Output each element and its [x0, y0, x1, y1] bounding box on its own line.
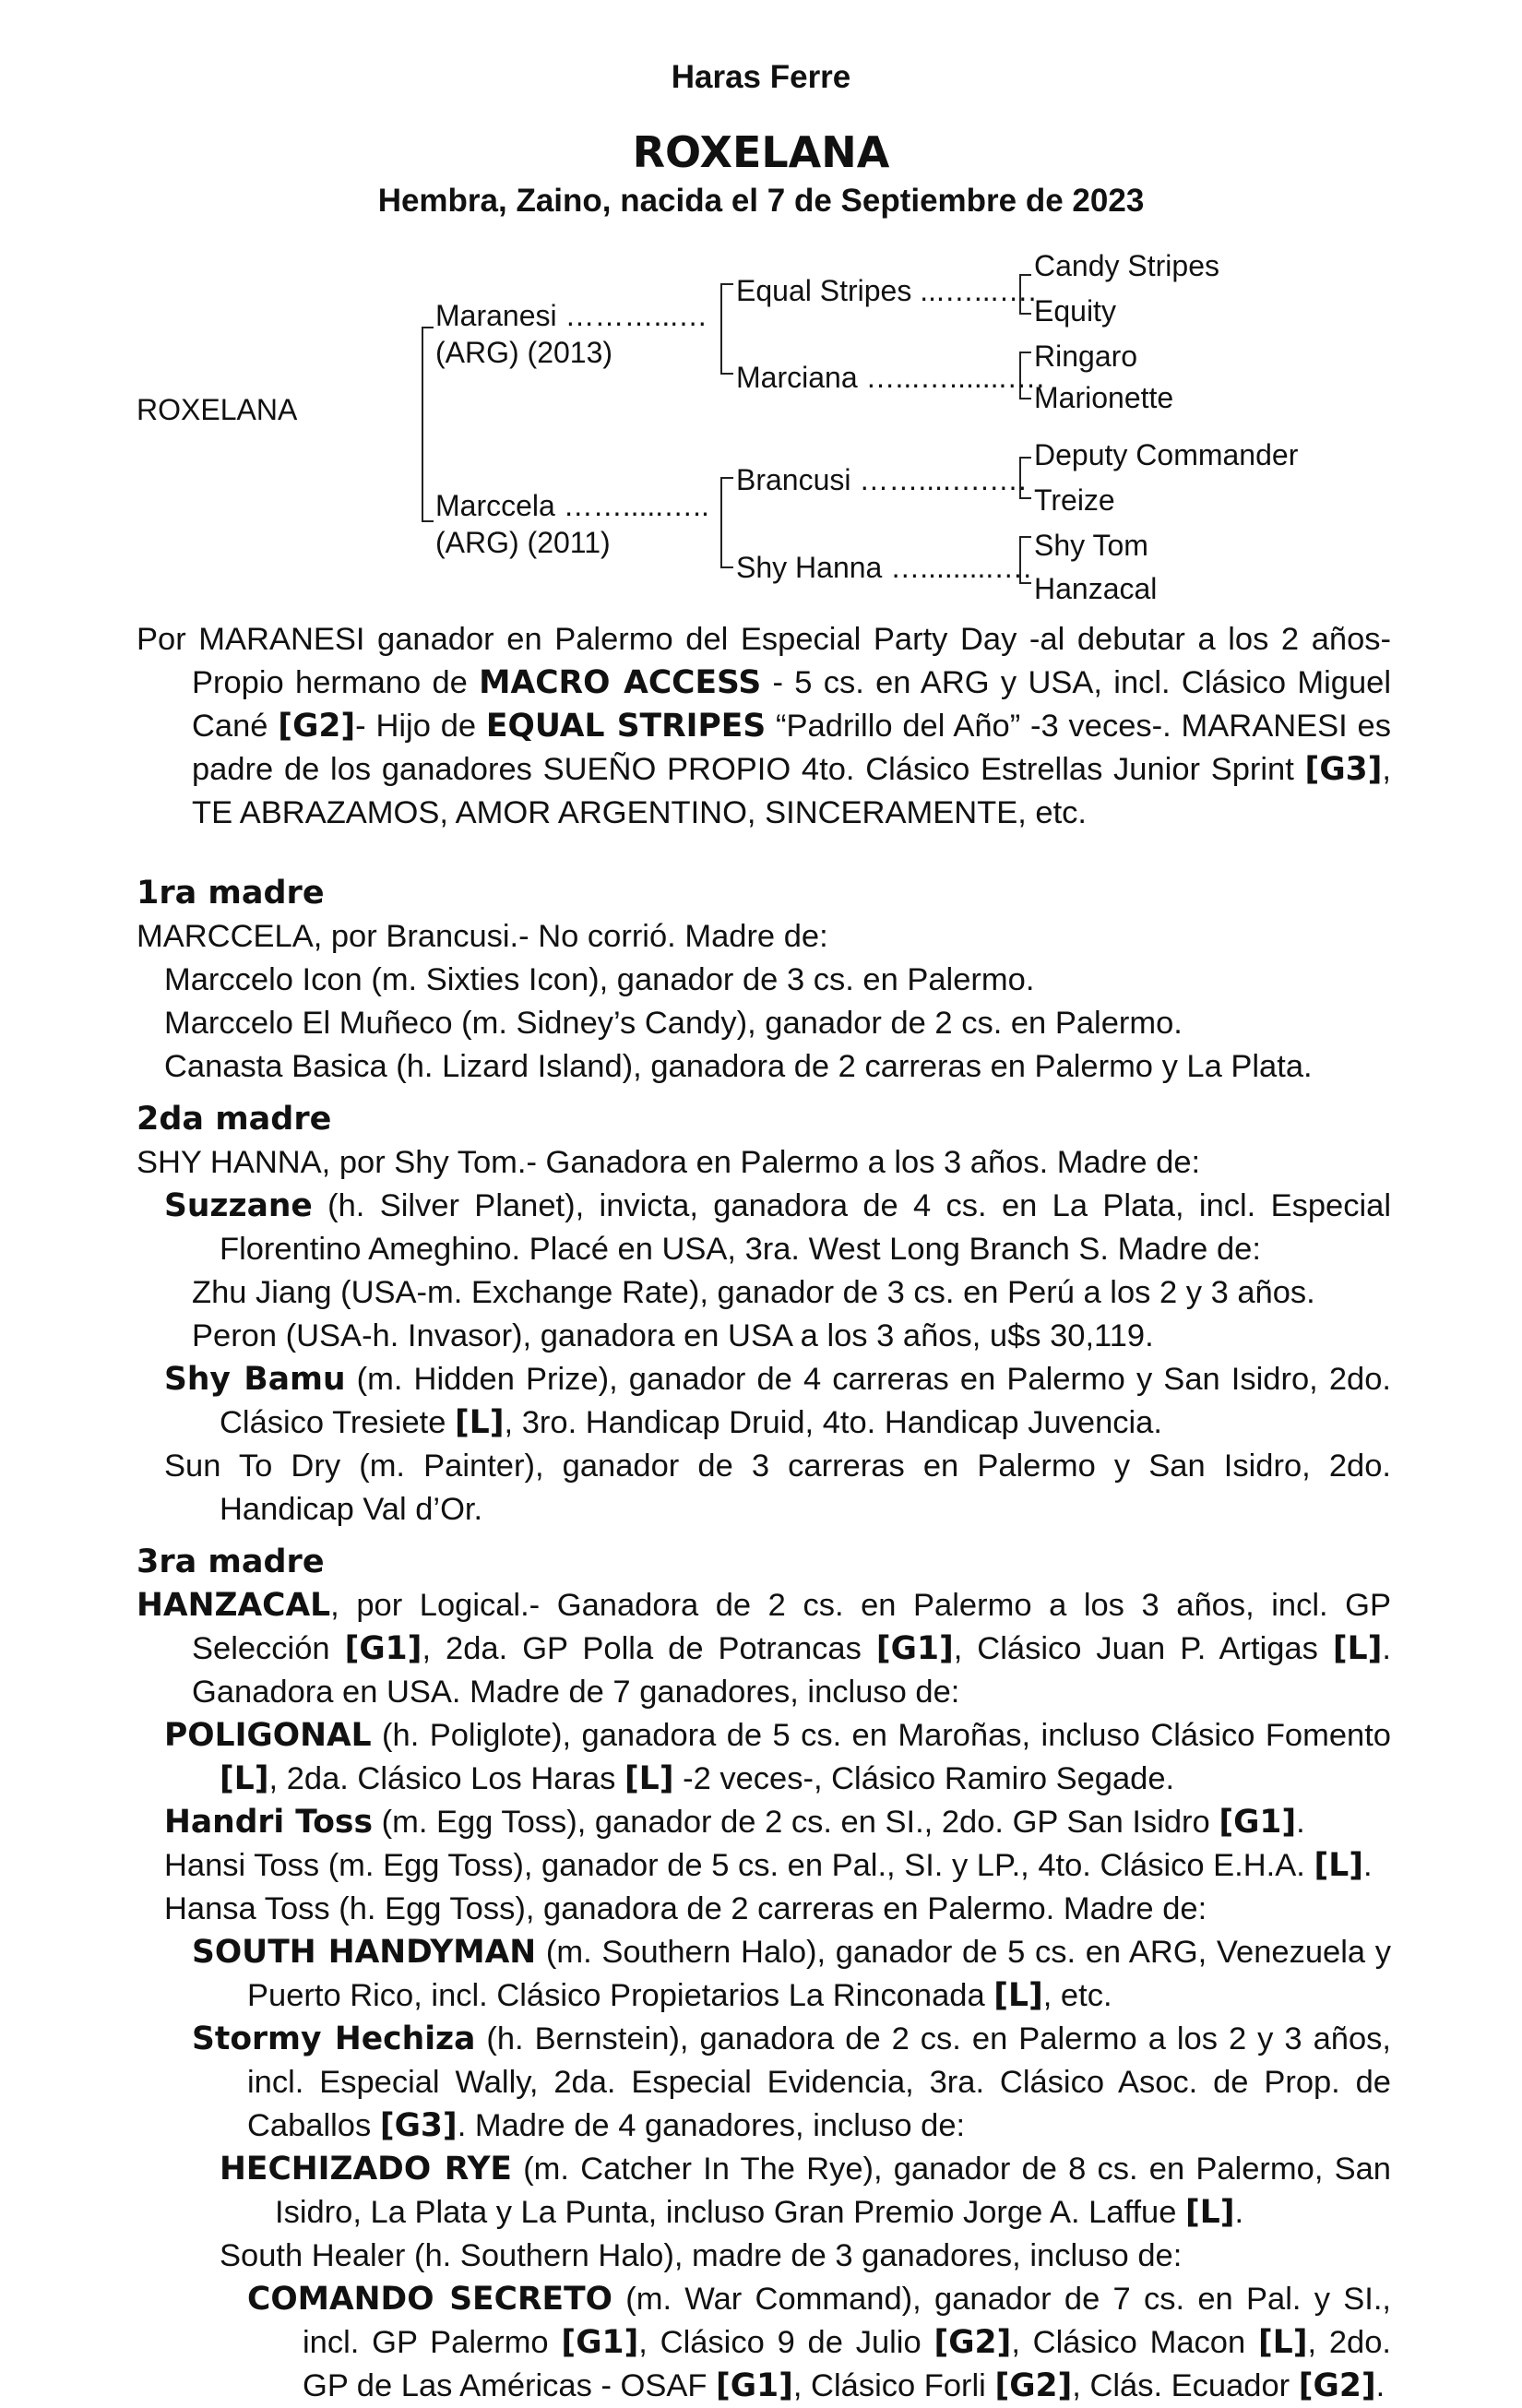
produce-item: Sun To Dry (m. Painter), ganador de 3 carreras en Palermo y San Isidro, 2do. Handicap Val d’Or.: [164, 1448, 1391, 1527]
pedigree-brackets: [0, 0, 1522, 627]
pedigree-grandparent: Marciana …...….......….: [736, 361, 1045, 394]
produce-item-stormy: Stormy Hechiza (h. Bernstein), ganadora de 2 cs. en Palermo a los 2 y 3 años, incl. Especial Wally, 2da. Especial Evidencia, 3ra. Clásico Asoc. de Prop. de Caballos [G3]. Madre de 4 ganadores, incluso de:: [192, 2021, 1391, 2144]
produce-item: Zhu Jiang (USA-m. Exchange Rate), ganador de 3 cs. en Perú a los 2 y 3 años.: [192, 1275, 1315, 1310]
pedigree-great-grandparent: Shy Tom: [1034, 529, 1148, 562]
pedigree-chart: [0, 0, 1522, 627]
dam-bracket: [721, 478, 733, 567]
first-dam-intro: MARCCELA, por Brancusi.- No corrió. Madre de:: [137, 919, 828, 954]
pedigree-great-grandparent: Candy Stripes: [1034, 249, 1219, 282]
produce-item-handri: Handri Toss (m. Egg Toss), ganador de 2 cs. en SI., 2do. GP San Isidro [G1].: [164, 1804, 1305, 1841]
pedigree-grandparent: Brancusi ……....….….: [736, 463, 1027, 496]
catalog-body: [137, 618, 1391, 2408]
pedigree-grandparent: Equal Stripes ...…...….: [736, 274, 1037, 307]
pedigree-sire: Maranesi ………...…: [435, 299, 708, 332]
pedigree-great-grandparent: Equity: [1034, 294, 1116, 328]
sire-paragraph: Por MARANESI ganador en Palermo del Especial Party Day -al debutar a los 2 años- Propio hermano de MACRO ACCESS - 5 cs. en ARG y USA, incl. Clásico Miguel Cané [G2]- Hijo de EQUAL STRIPES “Padrillo del Año” -3 veces-. MARANESI es padre de los ganadores SUEÑO PROPIO 4to. Clásico Estrellas Junior Sprint [G3], TE ABRAZAMOS, AMOR ARGENTINO, SINCERAMENTE, etc.: [137, 622, 1391, 830]
pedigree-great-grandparent: Treize: [1034, 483, 1115, 517]
produce-item: Marccelo El Muñeco (m. Sidney’s Candy), ganador de 2 cs. en Palermo.: [164, 1006, 1183, 1041]
pedigree-grandparent: Shy Hanna ….........….: [736, 551, 1032, 584]
produce-item-comando: COMANDO SECRETO (m. War Command), ganador de 7 cs. en Pal. y SI., incl. GP Palermo [G1], Clásico 9 de Julio [G2], Clásico Macon [L], 2do. GP de Las Américas - OSAF [G1], Clásico Forli [G2], Clás. Ecuador [G2].: [247, 2281, 1391, 2404]
produce-item-shy-bamu: Shy Bamu (m. Hidden Prize), ganador de 4 carreras en Palermo y San Isidro, 2do. Clásico Tresiete [L], 3ro. Handicap Druid, 4to. Handicap Juvencia.: [164, 1361, 1392, 1441]
produce-item-hansa: Hansa Toss (h. Egg Toss), ganadora de 2 carreras en Palermo. Madre de:: [164, 1891, 1207, 1926]
horse-name: ROXELANA: [632, 127, 890, 177]
horse-description: Hembra, Zaino, nacida el 7 de Septiembre de 2023: [377, 183, 1145, 219]
pedigree-subject: ROXELANA: [137, 393, 298, 426]
produce-item: Canasta Basica (h. Lizard Island), ganadora de 2 carreras en Palermo y La Plata.: [164, 1049, 1313, 1084]
produce-item-south-healer: South Healer (h. Southern Halo), madre de 3 ganadores, incluso de:: [220, 2238, 1183, 2273]
produce-item: Peron (USA-h. Invasor), ganadora en USA a los 3 años, u$s 30,119.: [192, 1318, 1154, 1353]
third-dam-intro: HANZACAL, por Logical.- Ganadora de 2 cs. en Palermo a los 3 años, incl. GP Selección [G1], 2da. GP Polla de Potrancas [G1], Clásico Juan P. Artigas [L]. Ganadora en USA. Madre de 7 ganadores, incluso de:: [137, 1587, 1391, 1710]
pedigree-great-grandparent: Ringaro: [1034, 340, 1138, 373]
first-dam-heading: 1ra madre: [137, 875, 325, 912]
farm-name: Haras Ferre: [671, 59, 851, 95]
pedigree-sire-origin: (ARG) (2013): [435, 336, 613, 369]
produce-item-south-handyman: SOUTH HANDYMAN (m. Southern Halo), ganador de 5 cs. en ARG, Venezuela y Puerto Rico, incl. Clásico Propietarios La Rinconada [L], etc.: [192, 1934, 1391, 2014]
produce-item-hechizado: HECHIZADO RYE (m. Catcher In The Rye), ganador de 8 cs. en Palermo, San Isidro, La Plata y La Punta, incluso Gran Premio Jorge A. Laffue [L].: [220, 2151, 1391, 2231]
second-dam-intro: SHY HANNA, por Shy Tom.- Ganadora en Palermo a los 3 años. Madre de:: [137, 1145, 1201, 1180]
pedigree-dam: Marccela …….....…..: [435, 489, 709, 522]
produce-item: Marccelo Icon (m. Sixties Icon), ganador de 3 cs. en Palermo.: [164, 962, 1035, 997]
pedigree-great-grandparent: Hanzacal: [1034, 572, 1158, 605]
pedigree-dam-origin: (ARG) (2011): [435, 526, 611, 559]
sire-bracket: [721, 284, 733, 374]
third-dam-heading: 3ra madre: [137, 1544, 325, 1580]
produce-item-hansi: Hansi Toss (m. Egg Toss), ganador de 5 cs. en Pal., SI. y LP., 4to. Clásico E.H.A. [L].: [164, 1847, 1373, 1884]
pedigree-great-grandparent: Deputy Commander: [1034, 438, 1299, 471]
pedigree-great-grandparent: Marionette: [1034, 381, 1174, 414]
subject-bracket: [422, 328, 434, 521]
produce-item-suzzane: Suzzane (h. Silver Planet), invicta, ganadora de 4 cs. en La Plata, incl. Especial Florentino Ameghino. Placé en USA, 3ra. West Long Branch S. Madre de:: [164, 1187, 1391, 1267]
produce-item-poligonal: POLIGONAL (h. Poliglote), ganadora de 5 cs. en Maroñas, incluso Clásico Fomento [L], 2da. Clásico Los Haras [L] -2 veces-, Clásico Ramiro Segade.: [164, 1717, 1391, 1797]
second-dam-heading: 2da madre: [137, 1101, 332, 1138]
